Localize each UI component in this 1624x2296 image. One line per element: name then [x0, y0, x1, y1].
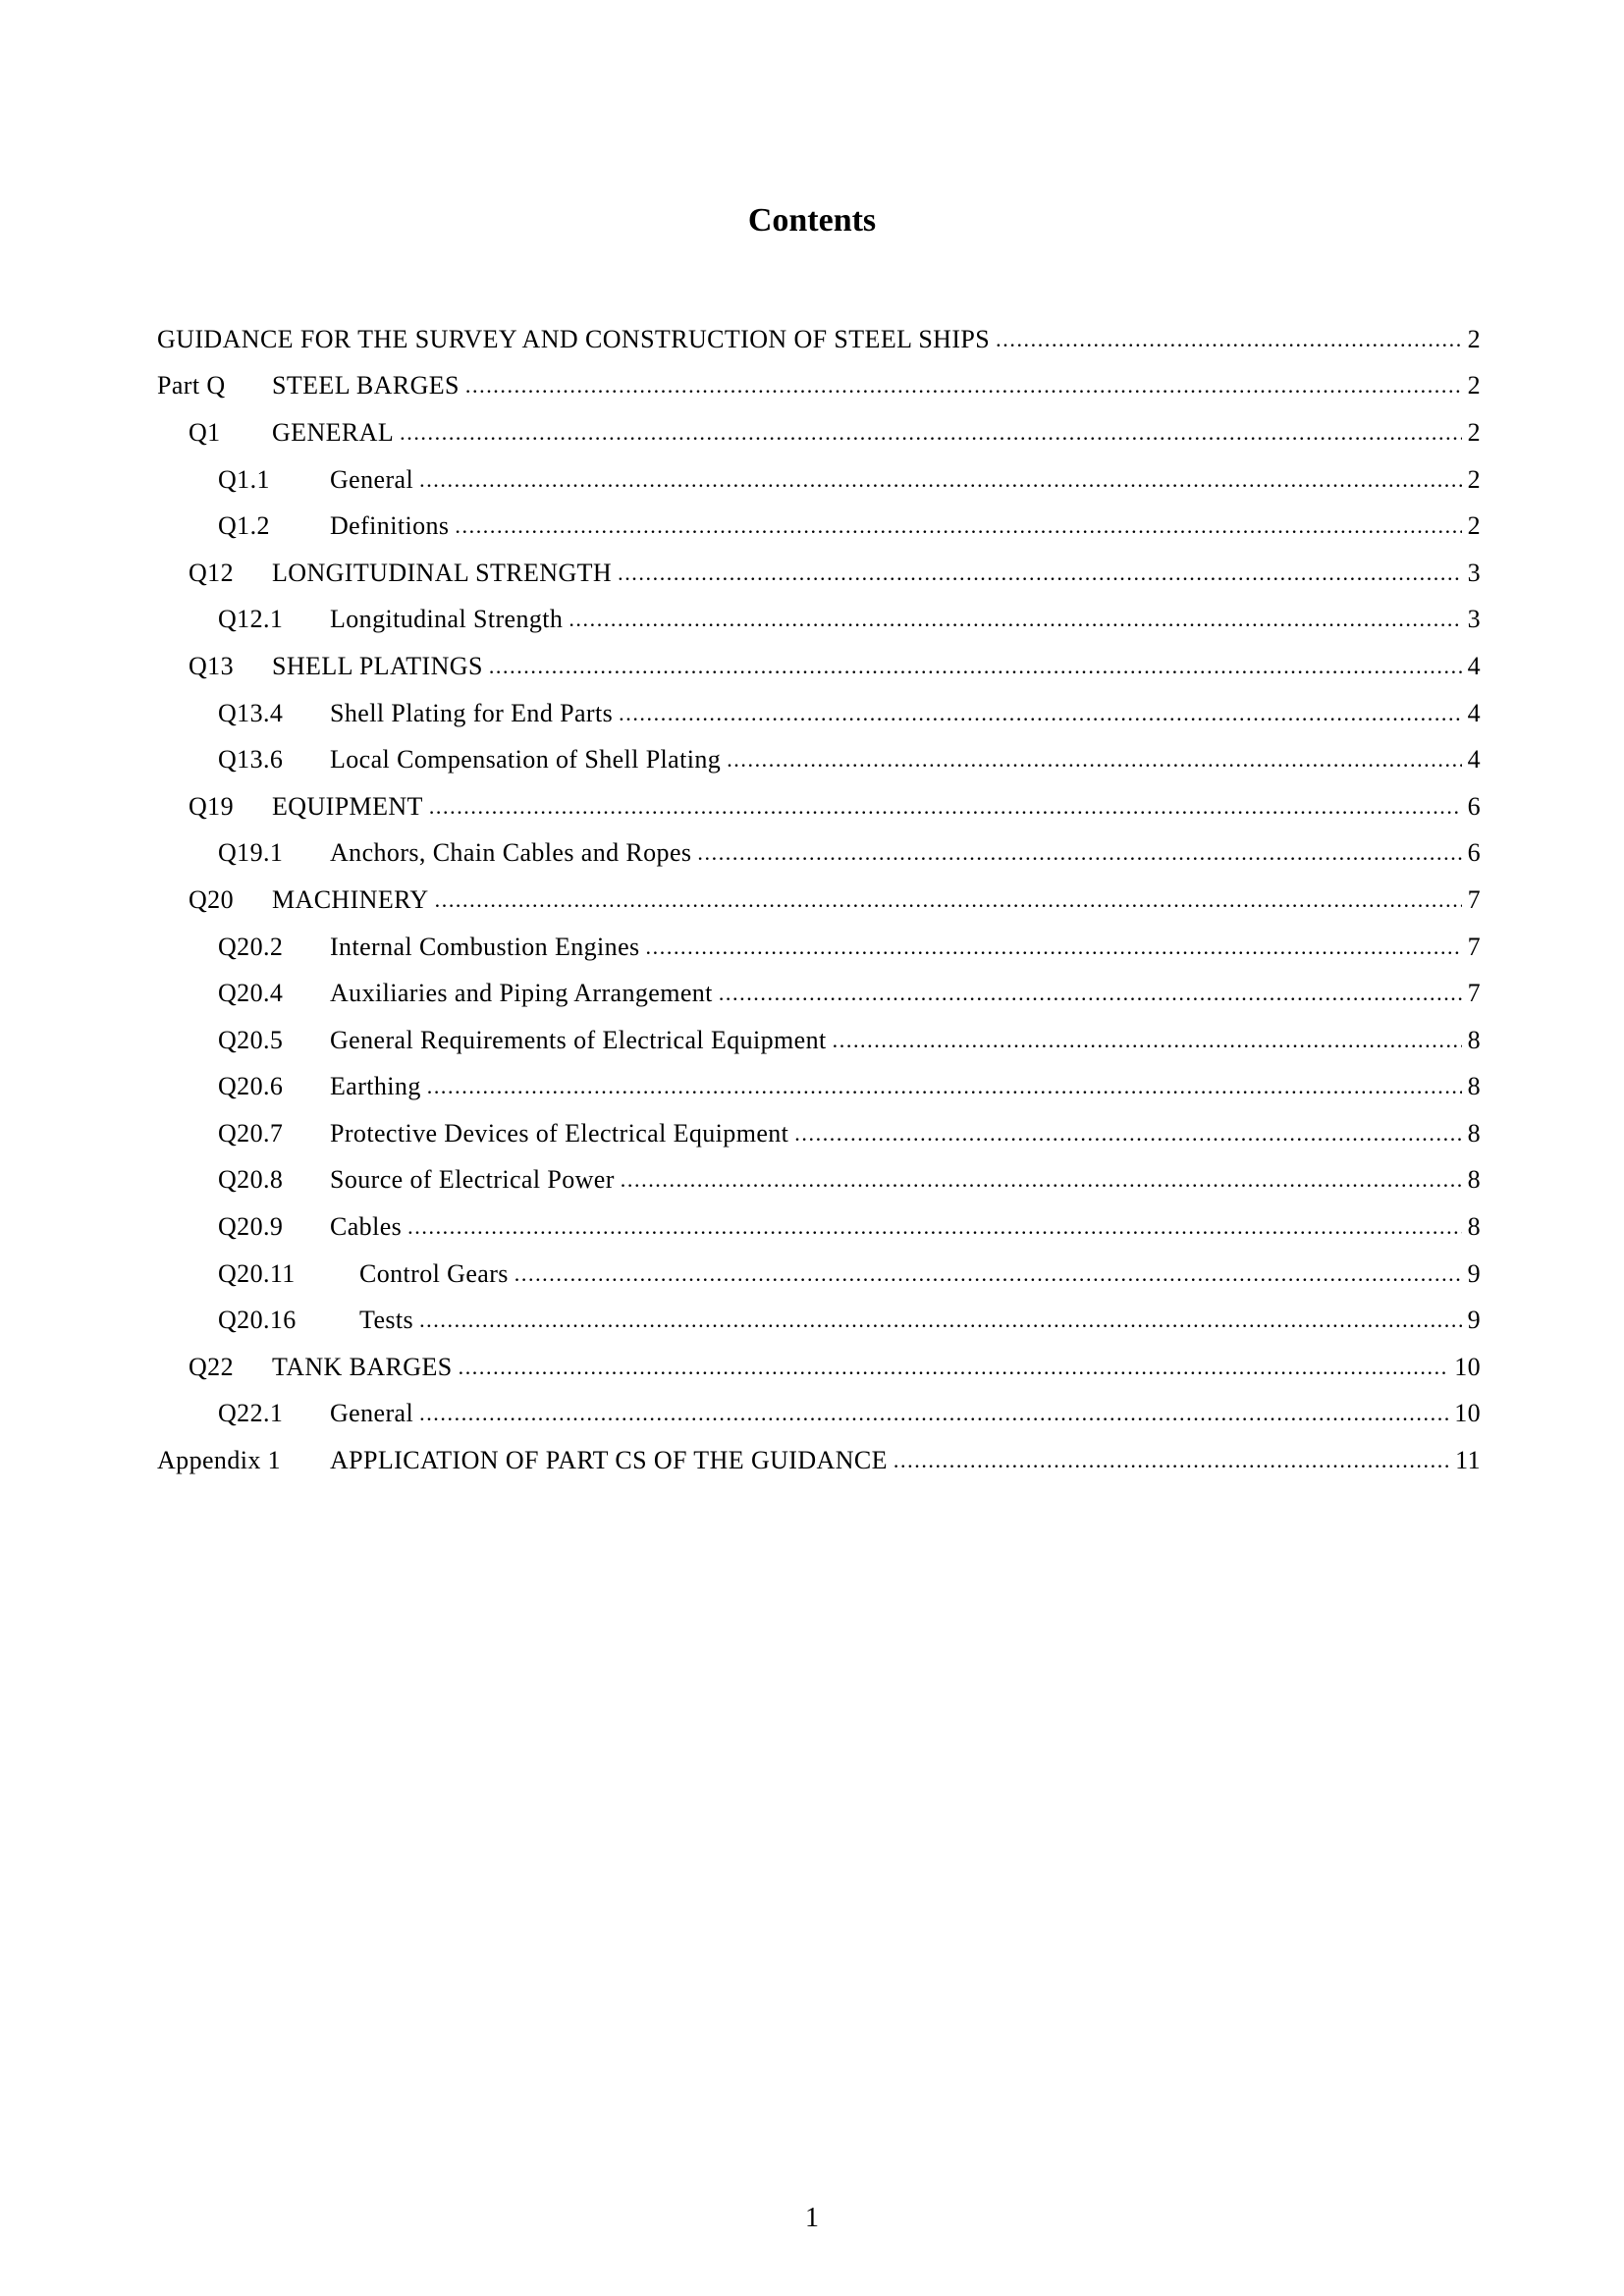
toc-entry-number: Appendix 1 — [157, 1446, 282, 1475]
toc-entry-title: Control Gears — [359, 1258, 509, 1288]
toc-entry-number: Q1 — [189, 417, 221, 447]
toc-leader-dots — [407, 1212, 1461, 1242]
page-number: 1 — [805, 2203, 819, 2233]
toc-entry-page: 6 — [1467, 791, 1481, 821]
toc-entry-page: 2 — [1467, 464, 1481, 494]
toc-entry-title: Auxiliaries and Piping Arrangement — [330, 979, 713, 1008]
toc-entry[interactable] — [157, 1437, 1481, 1484]
toc-leader-dots — [646, 933, 1462, 962]
toc-entry[interactable] — [157, 503, 1481, 550]
toc-entry-title: STEEL BARGES — [272, 371, 460, 400]
toc-entry-page: 9 — [1467, 1258, 1481, 1288]
toc-entry[interactable] — [157, 690, 1481, 737]
toc-entry[interactable] — [157, 643, 1481, 690]
toc-entry-number: Q22.1 — [218, 1399, 284, 1428]
toc-entry[interactable] — [157, 877, 1481, 924]
toc-entry-page: 10 — [1454, 1352, 1481, 1381]
toc-entry[interactable] — [157, 1017, 1481, 1064]
toc-leader-dots — [833, 1026, 1462, 1055]
toc-entry-number: Q1.1 — [218, 464, 270, 494]
toc-leader-dots — [619, 699, 1461, 728]
toc-entry-page: 11 — [1455, 1446, 1481, 1475]
toc-entry[interactable] — [157, 1297, 1481, 1344]
toc-entry-number: Q20.11 — [218, 1258, 296, 1288]
toc-entry-title: Earthing — [330, 1072, 421, 1101]
toc-leader-dots — [621, 1165, 1462, 1195]
toc-leader-dots — [489, 652, 1462, 681]
toc-entry-title: GUIDANCE FOR THE SURVEY AND CONSTRUCTION OF STEEL SHIPS — [157, 324, 991, 353]
toc-leader-dots — [419, 465, 1462, 495]
page-title: Contents — [747, 202, 877, 239]
toc-entry-title: SHELL PLATINGS — [272, 651, 483, 680]
toc-entry[interactable] — [157, 363, 1481, 410]
toc-leader-dots — [727, 745, 1461, 774]
toc-leader-dots — [465, 371, 1462, 400]
toc-entry-page: 8 — [1467, 1072, 1481, 1101]
toc-leader-dots — [794, 1119, 1461, 1148]
toc-entry[interactable] — [157, 1203, 1481, 1251]
toc-leader-dots — [618, 559, 1461, 588]
toc-entry-page: 8 — [1467, 1025, 1481, 1054]
toc-entry-title: General — [330, 1399, 414, 1428]
toc-entry-number: Q20 — [189, 884, 234, 914]
toc-entry[interactable] — [157, 409, 1481, 456]
toc-entry-page: 7 — [1467, 884, 1481, 914]
toc-entry-title: General Requirements of Electrical Equipment — [330, 1025, 827, 1054]
toc-entry-page: 10 — [1454, 1399, 1481, 1428]
toc-entry-page: 6 — [1467, 838, 1481, 868]
toc-entry-page: 2 — [1467, 511, 1481, 541]
toc-leader-dots — [400, 418, 1461, 448]
toc-entry-page: 2 — [1467, 371, 1481, 400]
toc-leader-dots — [455, 511, 1461, 541]
toc-entry-page: 7 — [1467, 932, 1481, 961]
toc-entry-page: 8 — [1467, 1212, 1481, 1242]
toc-entry[interactable] — [157, 1157, 1481, 1204]
toc-entry[interactable] — [157, 316, 1481, 363]
toc-entry-title: Tests — [359, 1306, 414, 1335]
toc-entry-number: Q20.5 — [218, 1025, 284, 1054]
toc-leader-dots — [429, 792, 1462, 822]
toc-entry-title: MACHINERY — [272, 884, 429, 914]
toc-entry-number: Q20.4 — [218, 979, 284, 1008]
toc-entry-page: 4 — [1467, 745, 1481, 774]
toc-entry-page: 8 — [1467, 1118, 1481, 1148]
toc-entry-title: GENERAL — [272, 417, 395, 447]
toc-entry-number: Q13.6 — [218, 745, 284, 774]
toc-entry-page: 4 — [1467, 698, 1481, 727]
toc-entry-page: 2 — [1467, 417, 1481, 447]
toc-entry[interactable] — [157, 1064, 1481, 1111]
toc-entry-number: Q1.2 — [218, 511, 270, 541]
toc-entry-title: APPLICATION OF PART CS OF THE GUIDANCE — [330, 1446, 888, 1475]
toc-entry-page: 7 — [1467, 979, 1481, 1008]
table-of-contents — [157, 316, 1481, 1484]
toc-entry-title: LONGITUDINAL STRENGTH — [272, 558, 613, 587]
toc-entry[interactable] — [157, 970, 1481, 1017]
toc-leader-dots — [996, 325, 1461, 354]
toc-entry[interactable] — [157, 783, 1481, 830]
toc-entry[interactable] — [157, 1251, 1481, 1298]
toc-leader-dots — [719, 979, 1462, 1008]
toc-entry[interactable] — [157, 924, 1481, 971]
toc-entry-title: Protective Devices of Electrical Equipment — [330, 1118, 789, 1148]
toc-leader-dots — [514, 1259, 1462, 1289]
toc-entry-title: General — [330, 464, 414, 494]
toc-entry[interactable] — [157, 1110, 1481, 1157]
toc-entry[interactable] — [157, 550, 1481, 597]
toc-entry-page: 3 — [1467, 558, 1481, 587]
toc-entry-page: 3 — [1467, 605, 1481, 634]
toc-entry-page: 2 — [1467, 324, 1481, 353]
toc-entry-number: Q22 — [189, 1352, 234, 1381]
toc-entry-number: Q19.1 — [218, 838, 284, 868]
toc-entry-title: Internal Combustion Engines — [330, 932, 640, 961]
toc-entry-title: Anchors, Chain Cables and Ropes — [330, 838, 692, 868]
toc-entry-number: Q13.4 — [218, 698, 284, 727]
toc-entry[interactable] — [157, 597, 1481, 644]
toc-leader-dots — [419, 1306, 1462, 1335]
toc-entry-title: Shell Plating for End Parts — [330, 698, 614, 727]
toc-entry[interactable] — [157, 1391, 1481, 1438]
toc-entry-number: Q19 — [189, 791, 234, 821]
toc-leader-dots — [427, 1072, 1462, 1101]
toc-leader-dots — [568, 605, 1461, 634]
toc-entry-page: 8 — [1467, 1165, 1481, 1195]
toc-leader-dots — [435, 885, 1462, 915]
toc-entry-title: TANK BARGES — [272, 1352, 453, 1381]
toc-entry-number: Q13 — [189, 651, 234, 680]
toc-leader-dots — [893, 1446, 1449, 1475]
toc-entry-number: Q20.7 — [218, 1118, 284, 1148]
toc-leader-dots — [697, 838, 1461, 868]
toc-entry-number: Q12 — [189, 558, 234, 587]
toc-entry-page: 4 — [1467, 651, 1481, 680]
toc-entry-number: Q20.6 — [218, 1072, 284, 1101]
toc-entry[interactable] — [157, 736, 1481, 783]
toc-entry[interactable] — [157, 456, 1481, 504]
toc-leader-dots — [419, 1399, 1448, 1428]
toc-entry-title: Definitions — [330, 511, 450, 541]
toc-entry-title: Longitudinal Strength — [330, 605, 564, 634]
toc-entry-title: EQUIPMENT — [272, 791, 423, 821]
toc-entry-number: Q20.2 — [218, 932, 284, 961]
toc-entry-title: Local Compensation of Shell Plating — [330, 745, 722, 774]
toc-leader-dots — [459, 1353, 1449, 1382]
toc-entry-page: 9 — [1467, 1306, 1481, 1335]
toc-entry-title: Cables — [330, 1212, 403, 1242]
toc-entry-number: Q20.9 — [218, 1212, 284, 1242]
toc-entry-number: Part Q — [157, 371, 226, 400]
toc-entry[interactable] — [157, 830, 1481, 878]
toc-entry-number: Q12.1 — [218, 605, 284, 634]
toc-entry[interactable] — [157, 1344, 1481, 1391]
toc-entry-title: Source of Electrical Power — [330, 1165, 615, 1195]
toc-entry-number: Q20.8 — [218, 1165, 284, 1195]
toc-entry-number: Q20.16 — [218, 1306, 297, 1335]
